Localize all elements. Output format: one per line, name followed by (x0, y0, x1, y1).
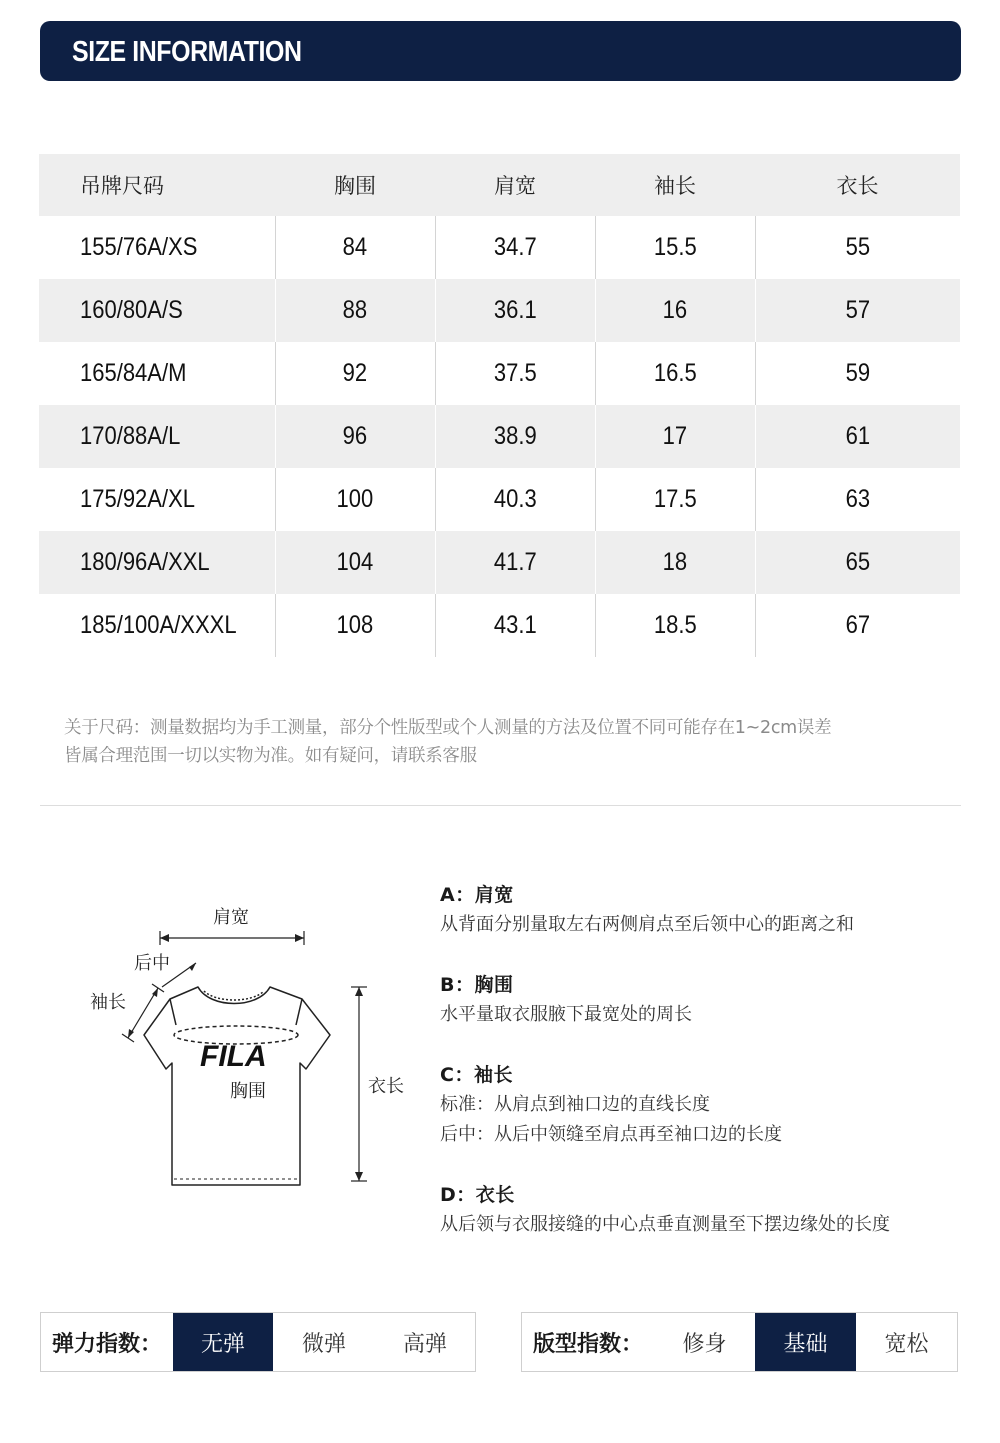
definition-sleeve (440, 1060, 980, 1150)
table-cell: 59 (755, 342, 960, 405)
table-cell: 92 (275, 342, 435, 405)
tshirt-diagram (70, 895, 420, 1205)
size-note (64, 714, 964, 770)
header-bar (40, 21, 961, 81)
definition-title: C：袖长 (440, 1064, 513, 1086)
definition-text: 标准：从肩点到袖口边的直线长度 (440, 1094, 710, 1115)
column-header-length: 衣长 (755, 154, 960, 216)
definition-length (440, 1180, 980, 1240)
table-cell: 34.7 (435, 216, 595, 279)
table-cell: 67 (755, 594, 960, 657)
definition-text: 从背面分别量取左右两侧肩点至后领中心的距离之和 (440, 914, 854, 935)
table-cell: 63 (755, 468, 960, 531)
fit-option-regular[interactable]: 基础 (755, 1313, 856, 1371)
table-cell: 65 (755, 531, 960, 594)
table-cell: 108 (275, 594, 435, 657)
table-cell: 17.5 (595, 468, 755, 531)
table-cell: 17 (595, 405, 755, 468)
tshirt-outline-icon (70, 895, 420, 1205)
label-sleeve-length: 袖长 (90, 992, 126, 1013)
elasticity-option-high[interactable]: 高弹 (402, 1331, 447, 1357)
definition-text: 后中：从后中领缝至肩点再至袖口边的长度 (440, 1124, 782, 1145)
table-cell: 16 (595, 279, 755, 342)
definition-title: A：肩宽 (440, 884, 514, 906)
fit-label: 版型指数： (532, 1331, 643, 1357)
definition-title: B：胸围 (440, 974, 514, 996)
table-cell: 88 (275, 279, 435, 342)
table-row (39, 279, 960, 342)
table-cell: 170/88A/L (39, 405, 275, 468)
note-line-1: 关于尺码：测量数据均为手工测量，部分个性版型或个人测量的方法及位置不同可能存在1~2cm误差 (64, 718, 832, 738)
column-header-sleeve: 袖长 (595, 154, 755, 216)
table-cell: 37.5 (435, 342, 595, 405)
label-shoulder-width: 肩宽 (213, 907, 249, 928)
elasticity-option-slight[interactable]: 微弹 (301, 1331, 346, 1357)
table-cell: 96 (275, 405, 435, 468)
definition-chest (440, 970, 980, 1030)
fit-index (521, 1312, 958, 1372)
fila-logo: FILA (200, 1040, 267, 1073)
table-cell: 36.1 (435, 279, 595, 342)
table-cell: 41.7 (435, 531, 595, 594)
table-row (39, 468, 960, 531)
table-cell: 43.1 (435, 594, 595, 657)
table-row (39, 594, 960, 657)
table-cell: 185/100A/XXXL (80, 611, 237, 639)
table-cell: 100 (275, 468, 435, 531)
fit-option-slim[interactable]: 修身 (682, 1331, 727, 1357)
table-cell: 40.3 (435, 468, 595, 531)
table-cell: 155/76A/XS (80, 233, 198, 261)
definition-shoulder (440, 880, 980, 940)
table-row (39, 405, 960, 468)
table-cell: 84 (275, 216, 435, 279)
definition-title: D：衣长 (440, 1184, 515, 1206)
table-header-row (39, 154, 960, 216)
table-cell: 18.5 (595, 594, 755, 657)
definition-text: 从后领与衣服接缝的中心点垂直测量至下摆边缘处的长度 (440, 1214, 890, 1235)
table-cell: 180/96A/XXL (39, 531, 275, 594)
table-cell: 38.9 (435, 405, 595, 468)
measurement-definitions (440, 880, 980, 1270)
elasticity-index (40, 1312, 476, 1372)
column-header-chest: 胸围 (275, 154, 435, 216)
table-cell: 15.5 (595, 216, 755, 279)
table-cell: 160/80A/S (39, 279, 275, 342)
column-header-tag-size: 吊牌尺码 (39, 154, 275, 216)
header-title: SIZE INFORMATION (72, 36, 302, 68)
table-row (39, 216, 960, 279)
table-row (39, 531, 960, 594)
table-cell: 104 (275, 531, 435, 594)
size-table (39, 154, 960, 657)
note-line-2: 皆属合理范围一切以实物为准。如有疑问，请联系客服 (64, 746, 477, 766)
elasticity-option-none[interactable]: 无弹 (173, 1313, 273, 1371)
definition-text: 水平量取衣服腋下最宽处的周长 (440, 1004, 692, 1025)
table-cell: 165/84A/M (80, 359, 187, 387)
label-back-center: 后中 (134, 953, 170, 974)
label-body-length: 衣长 (368, 1076, 404, 1097)
table-cell: 57 (755, 279, 960, 342)
elasticity-label: 弹力指数： (51, 1331, 162, 1357)
table-row (39, 342, 960, 405)
fit-option-loose[interactable]: 宽松 (884, 1331, 929, 1357)
table-cell: 16.5 (595, 342, 755, 405)
table-cell: 55 (755, 216, 960, 279)
table-cell: 61 (755, 405, 960, 468)
table-cell: 175/92A/XL (80, 485, 195, 513)
label-chest: 胸围 (230, 1081, 266, 1102)
section-divider (40, 805, 961, 806)
table-cell: 18 (595, 531, 755, 594)
column-header-shoulder: 肩宽 (435, 154, 595, 216)
